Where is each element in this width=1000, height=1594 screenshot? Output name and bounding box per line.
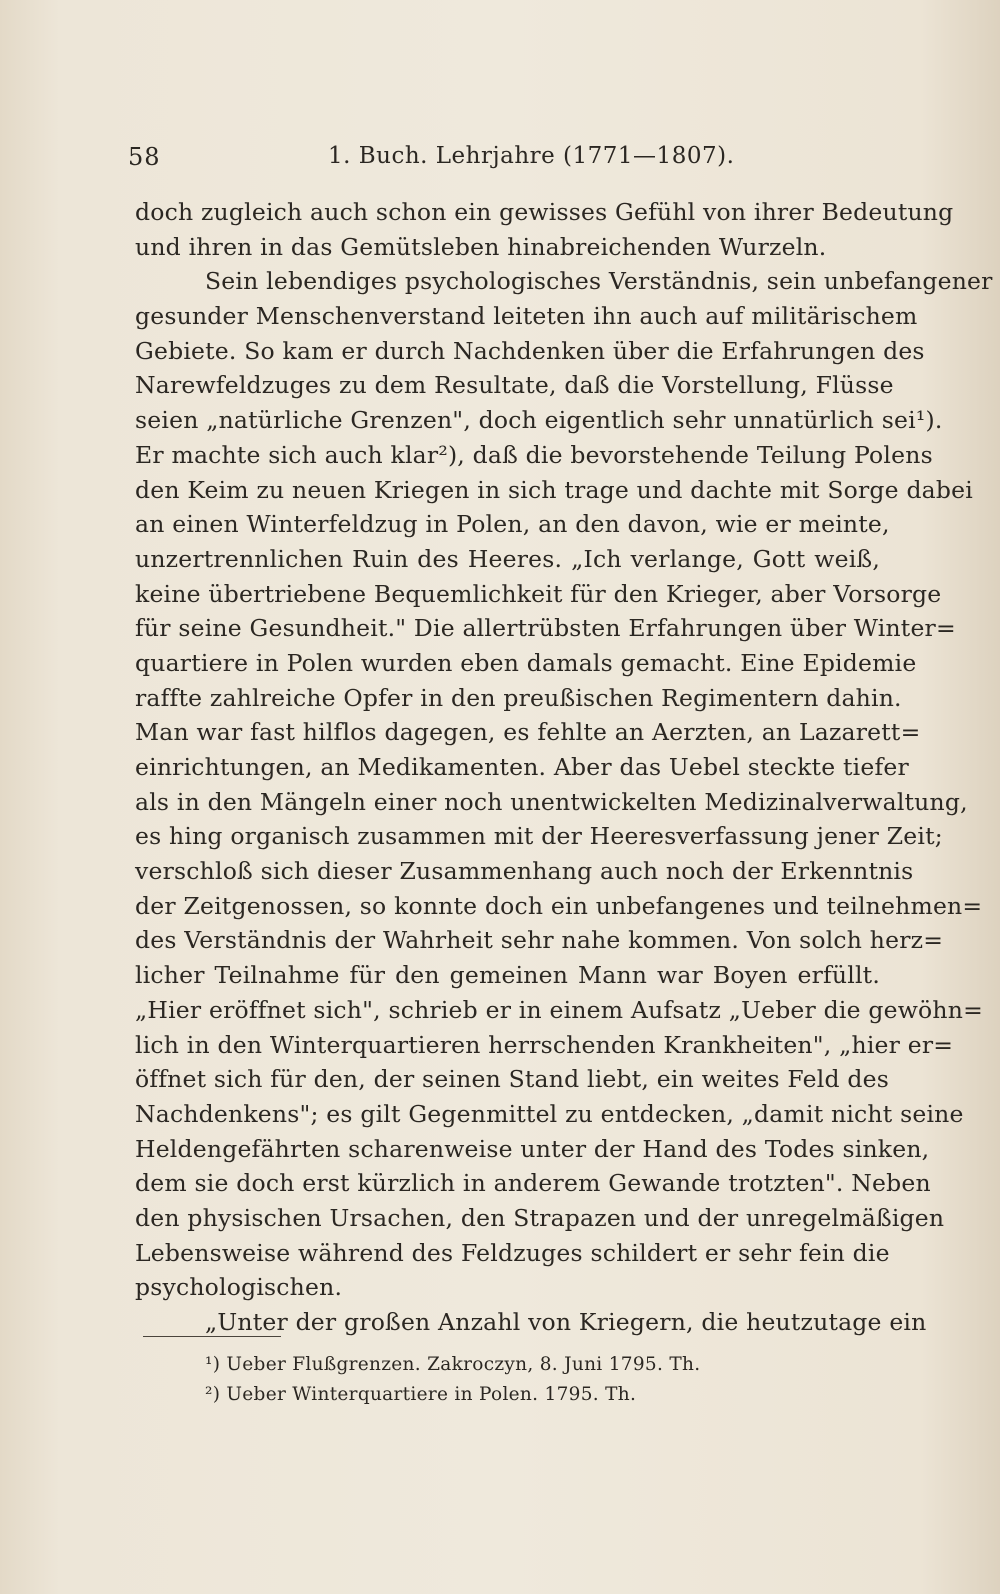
body-text: [135, 195, 993, 1340]
text-line: einrichtungen, an Medikamenten. Aber das Uebel steckte tiefer: [135, 753, 909, 781]
text-line: quartiere in Polen wurden eben damals gemacht. Eine Epidemie: [135, 648, 917, 677]
footnote-divider: [143, 1336, 281, 1337]
text-line: „Hier eröffnet sich", schrieb er in einem Aufsatz „Ueber die gewöhn=: [135, 995, 983, 1024]
text-line: des Verständnis der Wahrheit sehr nahe kommen. Von solch herz=: [135, 926, 944, 955]
text-line: der Zeitgenossen, so konnte doch ein unbefangenes und teilnehmen=: [135, 891, 983, 920]
running-head: 1. Buch. Lehrjahre (1771—1807).: [328, 143, 735, 169]
text-line: unzertrennlichen Ruin des Heeres. „Ich verlange, Gott weiß,: [135, 544, 880, 573]
footnote-1: ¹) Ueber Flußgrenzen. Zakroczyn, 8. Juni 1795. Th.: [205, 1354, 701, 1375]
text-line: für seine Gesundheit." Die allertrübsten Erfahrungen über Winter=: [135, 614, 956, 643]
page-number: 58: [128, 143, 161, 171]
text-line: seien „natürliche Grenzen", doch eigentlich sehr unnatürlich sei¹).: [135, 406, 943, 435]
text-line: Nachdenkens"; es gilt Gegenmittel zu entdecken, „damit nicht seine: [135, 1099, 964, 1128]
text-line: den physischen Ursachen, den Strapazen und der unregelmäßigen: [135, 1203, 945, 1232]
page-header: [128, 143, 868, 183]
text-line: raffte zahlreiche Opfer in den preußischen Regimentern dahin.: [135, 683, 902, 712]
text-line: es hing organisch zusammen mit der Heeresverfassung jener Zeit;: [135, 822, 943, 851]
footnote-2: ²) Ueber Winterquartiere in Polen. 1795. Th.: [205, 1384, 637, 1405]
text-line: keine übertriebene Bequemlichkeit für den Krieger, aber Vorsorge: [135, 579, 942, 608]
text-line: als in den Mängeln einer noch unentwickelten Medizinalverwaltung,: [135, 787, 968, 816]
text-line: „Unter der großen Anzahl von Kriegern, die heutzutage ein: [205, 1308, 927, 1336]
text-line: Er machte sich auch klar²), daß die bevorstehende Teilung Polens: [135, 440, 933, 469]
text-line: Lebensweise während des Feldzuges schildert er sehr fein die: [135, 1238, 890, 1267]
footnotes: [205, 1350, 805, 1410]
text-line: Man war fast hilflos dagegen, es fehlte an Aerzten, an Lazarett=: [135, 718, 921, 747]
text-line: Gebiete. So kam er durch Nachdenken über die Erfahrungen des: [135, 336, 925, 365]
text-line: dem sie doch erst kürzlich in anderem Gewande trotzten". Neben: [135, 1169, 931, 1198]
text-line: psychologischen.: [135, 1273, 343, 1302]
text-line: gesunder Menschenverstand leiteten ihn auch auf militärischem: [135, 302, 918, 331]
text-line: öffnet sich für den, der seinen Stand liebt, ein weites Feld des: [135, 1065, 889, 1094]
text-line: Heldengefährten scharenweise unter der Hand des Todes sinken,: [135, 1134, 930, 1163]
text-line: lich in den Winterquartieren herrschenden Krankheiten", „hier er=: [135, 1030, 954, 1059]
text-line: und ihren in das Gemütsleben hinabreichenden Wurzeln.: [135, 232, 827, 261]
text-line: Sein lebendiges psychologisches Verständnis, sein unbefangener: [205, 267, 993, 296]
text-line: Narewfeldzuges zu dem Resultate, daß die Vorstellung, Flüsse: [135, 371, 894, 400]
text-line: den Keim zu neuen Kriegen in sich trage und dachte mit Sorge dabei: [135, 475, 973, 504]
text-line: verschloß sich dieser Zusammenhang auch noch der Erkenntnis: [135, 857, 914, 886]
text-line: doch zugleich auch schon ein gewisses Gefühl von ihrer Bedeutung: [135, 198, 954, 226]
text-line: licher Teilnahme für den gemeinen Mann war Boyen erfüllt.: [135, 961, 880, 990]
text-line: an einen Winterfeldzug in Polen, an den davon, wie er meinte,: [135, 510, 890, 539]
